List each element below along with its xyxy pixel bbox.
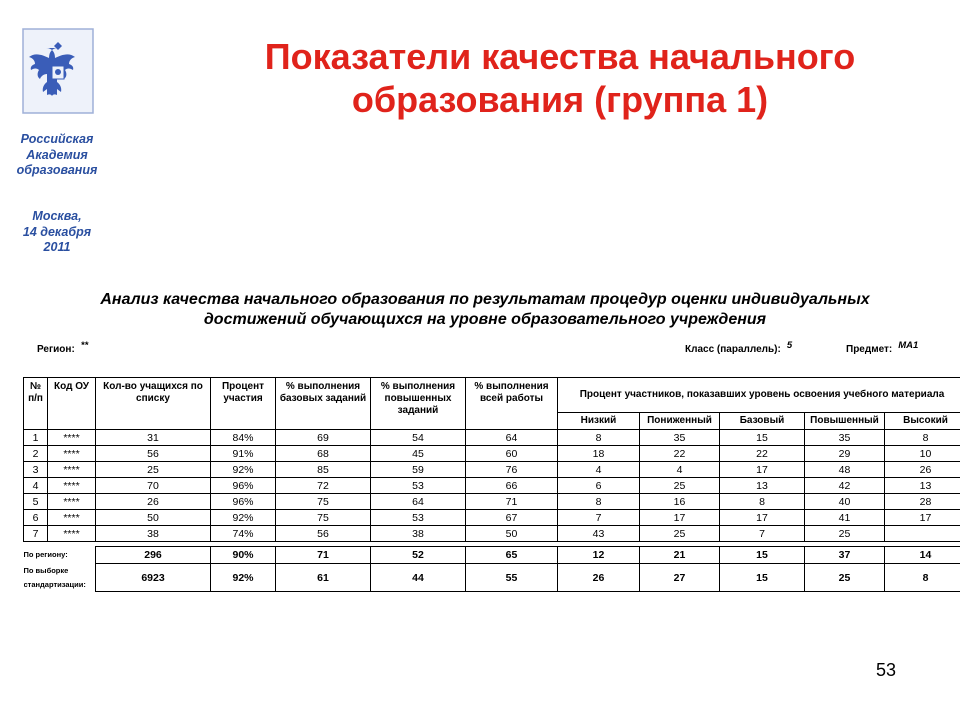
table-cell: 28 xyxy=(885,494,960,510)
table-row xyxy=(24,446,960,462)
table-cell: 85 xyxy=(276,462,371,478)
table-cell: 25 xyxy=(640,478,720,494)
place-date xyxy=(0,209,114,256)
table-row xyxy=(24,430,960,446)
table-cell: 17 xyxy=(640,510,720,526)
table-cell: 35 xyxy=(640,430,720,446)
table-cell: 64 xyxy=(466,430,558,446)
table-cell: 8 xyxy=(558,494,640,510)
summary-label: По региону: xyxy=(23,550,68,559)
table-cell: 1 xyxy=(24,430,48,446)
summary-cell: 65 xyxy=(466,547,558,564)
table-cell: **** xyxy=(48,526,96,542)
table-cell: 13 xyxy=(885,478,960,494)
header-participation: Процент участия xyxy=(211,378,276,430)
table-cell: 22 xyxy=(640,446,720,462)
table-cell: 84% xyxy=(211,430,276,446)
table-cell: 74% xyxy=(211,526,276,542)
class-value: 5 xyxy=(786,340,793,351)
summary-cell: 71 xyxy=(276,547,371,564)
header-level-basic: Базовый xyxy=(720,413,805,430)
org-line: Академия xyxy=(26,147,88,162)
class-field xyxy=(685,340,793,355)
summary-cell: 8 xyxy=(885,564,960,592)
table-cell: 76 xyxy=(466,462,558,478)
table-row xyxy=(24,526,960,542)
table-cell: 91% xyxy=(211,446,276,462)
region-field xyxy=(37,340,89,355)
title-line: Показатели качества начального xyxy=(264,36,856,77)
table-cell: 7 xyxy=(720,526,805,542)
table-cell: **** xyxy=(48,462,96,478)
org-line: образования xyxy=(16,163,98,177)
table-cell: 35 xyxy=(805,430,885,446)
table-cell: 75 xyxy=(276,510,371,526)
table-cell: 71 xyxy=(466,494,558,510)
table-cell: 50 xyxy=(96,510,211,526)
table-cell: 40 xyxy=(805,494,885,510)
table-cell: 53 xyxy=(371,478,466,494)
table-cell: **** xyxy=(48,494,96,510)
table-cell: 92% xyxy=(211,510,276,526)
table-cell: 68 xyxy=(276,446,371,462)
date-line: 14 декабря xyxy=(22,224,92,239)
table-cell: 41 xyxy=(805,510,885,526)
summary-cell: 6923 xyxy=(96,564,211,592)
title-line: образования (группа 1) xyxy=(351,79,769,120)
header-num: № п/п xyxy=(24,378,48,430)
table-row xyxy=(24,478,960,494)
header-count: Кол-во учащихся по списку xyxy=(96,378,211,430)
table-cell: 22 xyxy=(720,446,805,462)
table-cell: 43 xyxy=(558,526,640,542)
summary-cell: 61 xyxy=(276,564,371,592)
table-cell: **** xyxy=(48,478,96,494)
table-cell: 13 xyxy=(720,478,805,494)
table-cell: 4 xyxy=(558,462,640,478)
table-cell: 70 xyxy=(96,478,211,494)
summary-cell: 21 xyxy=(640,547,720,564)
table-cell: **** xyxy=(48,510,96,526)
subject-value: МА1 xyxy=(898,340,919,351)
table-cell: **** xyxy=(48,430,96,446)
class-label: Класс (параллель): xyxy=(685,344,781,355)
table-cell: 4 xyxy=(24,478,48,494)
table-cell: 64 xyxy=(371,494,466,510)
table-cell: 10 xyxy=(885,446,960,462)
table-cell: 66 xyxy=(466,478,558,494)
table-cell: 38 xyxy=(96,526,211,542)
table-cell: 56 xyxy=(276,526,371,542)
table-cell: 25 xyxy=(805,526,885,542)
table-cell: 42 xyxy=(805,478,885,494)
table-cell: 7 xyxy=(558,510,640,526)
table-cell: 45 xyxy=(371,446,466,462)
summary-row xyxy=(24,547,960,564)
summary-cell: 296 xyxy=(96,547,211,564)
table-cell: 48 xyxy=(805,462,885,478)
table-cell: 50 xyxy=(466,526,558,542)
summary-cell: 26 xyxy=(558,564,640,592)
table-cell: 26 xyxy=(885,462,960,478)
header-level-advanced: Повышенный xyxy=(805,413,885,430)
organization-name xyxy=(0,132,114,179)
table-cell: 3 xyxy=(24,462,48,478)
header-level-high: Высокий xyxy=(885,413,960,430)
table-cell: 17 xyxy=(885,510,960,526)
coat-of-arms-emblem xyxy=(22,28,94,114)
subject-field xyxy=(846,340,919,355)
table-cell: 96% xyxy=(211,494,276,510)
table-row xyxy=(24,462,960,478)
table-cell: 25 xyxy=(640,526,720,542)
header-basic: % выполнения базовых заданий xyxy=(276,378,371,430)
table-cell: 53 xyxy=(371,510,466,526)
table-cell: 67 xyxy=(466,510,558,526)
table-cell: 31 xyxy=(96,430,211,446)
results-table xyxy=(23,377,960,592)
table-cell: 26 xyxy=(96,494,211,510)
summary-cell: 14 xyxy=(885,547,960,564)
table-cell: 4 xyxy=(640,462,720,478)
summary-cell: 55 xyxy=(466,564,558,592)
table-cell: 6 xyxy=(558,478,640,494)
table-cell: 6 xyxy=(24,510,48,526)
summary-cell: 90% xyxy=(211,547,276,564)
table-cell: 60 xyxy=(466,446,558,462)
header-advanced: % выполнения повышенных заданий xyxy=(371,378,466,430)
org-line: Российская xyxy=(20,132,94,146)
region-label: Регион: xyxy=(37,344,75,355)
table-cell: 8 xyxy=(558,430,640,446)
table-cell: 54 xyxy=(371,430,466,446)
summary-cell: 27 xyxy=(640,564,720,592)
summary-row xyxy=(24,564,960,592)
header-level-reduced: Пониженный xyxy=(640,413,720,430)
subtitle-line: достижений обучающихся на уровне образовательного учреждения xyxy=(203,311,767,328)
header-overall: % выполнения всей работы xyxy=(466,378,558,430)
table-cell: 38 xyxy=(371,526,466,542)
region-value: ** xyxy=(80,340,89,351)
header-code: Код ОУ xyxy=(48,378,96,430)
table-cell: 69 xyxy=(276,430,371,446)
table-cell: 72 xyxy=(276,478,371,494)
subtitle-line: Анализ качества начального образования по результатам процедур оценки индивидуальных xyxy=(100,291,870,308)
year-line: 2011 xyxy=(43,240,71,254)
summary-cell: 92% xyxy=(211,564,276,592)
place-line: Москва, xyxy=(32,209,82,223)
table-cell: 75 xyxy=(276,494,371,510)
table-cell: 59 xyxy=(371,462,466,478)
table-cell xyxy=(885,526,960,542)
table-cell: 92% xyxy=(211,462,276,478)
table-cell: 17 xyxy=(720,462,805,478)
table-cell: 5 xyxy=(24,494,48,510)
table-cell: 7 xyxy=(24,526,48,542)
summary-cell: 25 xyxy=(805,564,885,592)
header-levels-group: Процент участников, показавших уровень освоения учебного материала xyxy=(558,378,960,413)
report-subtitle xyxy=(20,290,950,330)
summary-cell: 37 xyxy=(805,547,885,564)
summary-cell: 12 xyxy=(558,547,640,564)
table-cell: 8 xyxy=(885,430,960,446)
summary-cell: 44 xyxy=(371,564,466,592)
summary-cell: 15 xyxy=(720,564,805,592)
table-cell: 16 xyxy=(640,494,720,510)
table-cell: 2 xyxy=(24,446,48,462)
table-cell: 8 xyxy=(720,494,805,510)
table-cell: 56 xyxy=(96,446,211,462)
header-level-low: Низкий xyxy=(558,413,640,430)
page-number: 53 xyxy=(876,660,897,680)
summary-label: По выборке стандартизации: xyxy=(23,565,86,589)
table-cell: 96% xyxy=(211,478,276,494)
table-cell: 18 xyxy=(558,446,640,462)
table-cell: 29 xyxy=(805,446,885,462)
table-cell: **** xyxy=(48,446,96,462)
table-row xyxy=(24,494,960,510)
page-title xyxy=(190,35,930,121)
summary-cell: 15 xyxy=(720,547,805,564)
table-row xyxy=(24,510,960,526)
summary-cell: 52 xyxy=(371,547,466,564)
table-cell: 17 xyxy=(720,510,805,526)
table-cell: 15 xyxy=(720,430,805,446)
subject-label: Предмет: xyxy=(846,344,893,355)
table-cell: 25 xyxy=(96,462,211,478)
